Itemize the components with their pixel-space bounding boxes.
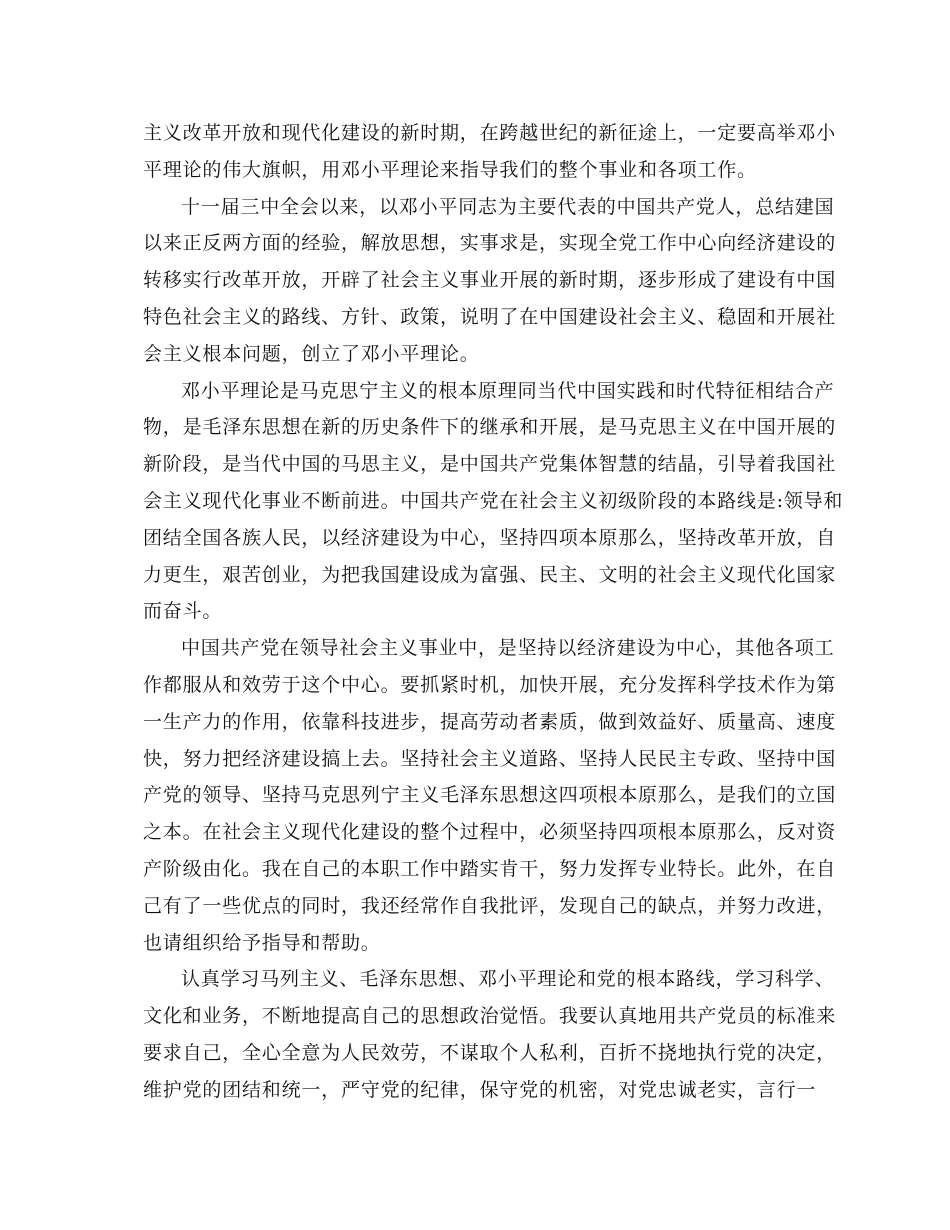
paragraph-line: 力更生，艰苦创业，为把我国建设成为富强、民主、文明的社会主义现代化国家 [143, 563, 837, 586]
paragraph-line: 快，努力把经济建设搞上去。坚持社会主义道路、坚持人民民主专政、坚持中国 [143, 747, 837, 770]
paragraph-line: 转移实行改革开放，开辟了社会主义事业开展的新时期，逐步形成了建设有中国 [143, 269, 837, 292]
paragraph-line: 以来正反两方面的经验，解放思想，实事求是，实现全党工作中心向经济建设的 [143, 232, 837, 255]
paragraph-line: 要求自己，全心全意为人民效劳，不谋取个人私利，百折不挠地执行党的决定， [143, 1041, 837, 1064]
paragraph-line: 物，是毛泽东思想在新的历史条件下的继承和开展，是马克思主义在中国开展的 [143, 416, 837, 439]
paragraph-line: 会主义根本问题，创立了邓小平理论。 [143, 342, 480, 365]
paragraph-line: 特色社会主义的路线、方针、政策，说明了在中国建设社会主义、稳固和开展社 [143, 305, 837, 328]
document-body [143, 115, 844, 1109]
paragraph-first-line: 中国共产党在领导社会主义事业中，是坚持以经济建设为中心，其他各项工 [181, 637, 835, 660]
paragraph-line: 而奋斗。 [143, 600, 223, 623]
paragraph-line: 之本。在社会主义现代化建设的整个过程中，必须坚持四项根本原那么，反对资 [143, 821, 837, 844]
paragraph-line: 平理论的伟大旗帜，用邓小平理论来指导我们的整个事业和各项工作。 [143, 158, 757, 181]
paragraph-line: 新阶段，是当代中国的马思主义，是中国共产党集体智慧的结晶，引导着我国社 [143, 453, 837, 476]
paragraph-line: 己有了一些优点的同时，我还经常作自我批评，发现自己的缺点，并努力改进， [143, 894, 837, 917]
paragraph-line: 一生产力的作用，依靠科技进步，提高劳动者素质，做到效益好、质量高、速度 [143, 710, 837, 733]
paragraph-first-line: 十一届三中全会以来，以邓小平同志为主要代表的中国共产党人，总结建国 [181, 195, 835, 218]
paragraph-first-line: 邓小平理论是马克思宁主义的根本原理同当代中国实践和时代特征相结合产 [181, 379, 835, 402]
paragraph-line: 维护党的团结和统一，严守党的纪律，保守党的机密，对党忠诚老实，言行一 [143, 1078, 817, 1101]
paragraph-line: 产阶级由化。我在自己的本职工作中踏实肯干，努力发挥专业特长。此外，在自 [143, 857, 837, 880]
paragraph-line: 文化和业务，不断地提高自己的思想政治觉悟。我要认真地用共产党员的标准来 [143, 1005, 837, 1028]
paragraph-line: 主义改革开放和现代化建设的新时期，在跨越世纪的新征途上，一定要高举邓小 [143, 122, 837, 144]
paragraph-line: 团结全国各族人民，以经济建设为中心，坚持四项本原那么，坚持改革开放，自 [143, 526, 837, 549]
paragraph-line: 也请组织给予指导和帮助。 [143, 931, 381, 954]
paragraph-line: 产党的领导、坚持马克思列宁主义毛泽东思想这四项根本原那么，是我们的立国 [143, 784, 837, 807]
paragraph-line: 会主义现代化事业不断前进。中国共产党在社会主义初级阶段的本路线是:领导和 [143, 489, 844, 512]
paragraph-line: 作都服从和效劳于这个中心。要抓紧时机，加快开展，充分发挥科学技术作为第 [143, 673, 837, 696]
paragraph-first-line: 认真学习马列主义、毛泽东思想、邓小平理论和党的根本路线，学习科学、 [181, 968, 835, 991]
